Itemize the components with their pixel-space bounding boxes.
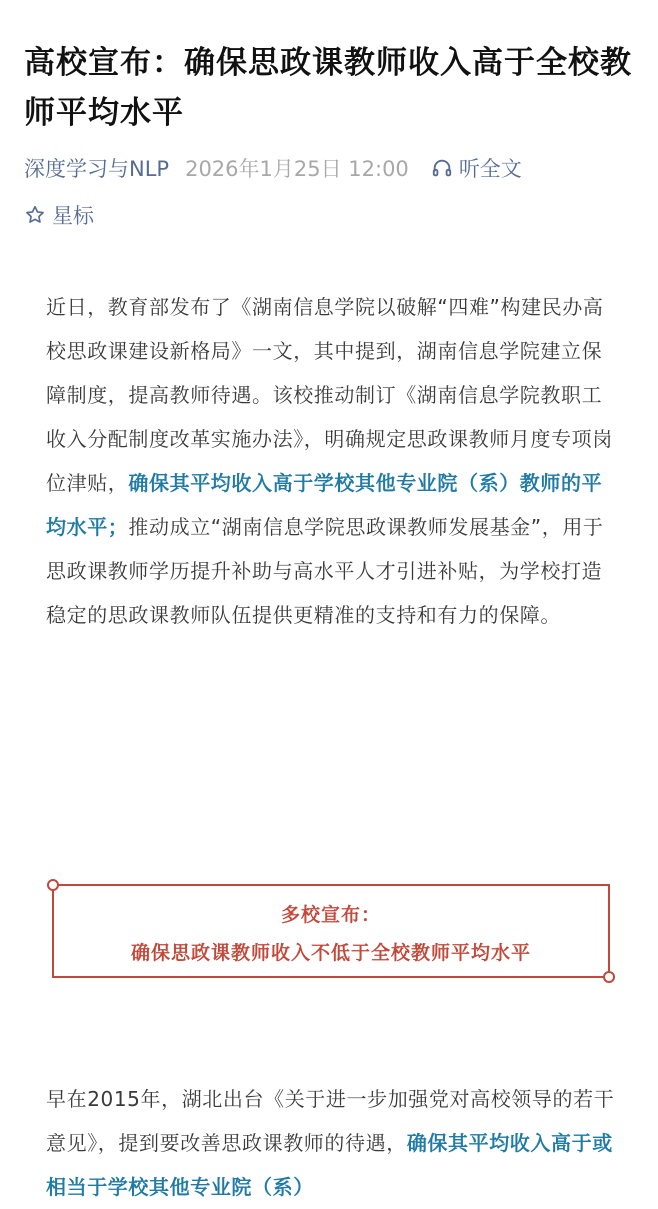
callout-subheading: 确保思政课教师收入不低于全校教师平均水平 <box>130 942 531 964</box>
para1-highlight: 确保其平均收入高于学校其他专业院（系）教师的平均水平； <box>46 471 603 539</box>
section-callout-box <box>52 884 610 978</box>
source-account-link[interactable]: 深度学习与NLP <box>24 157 170 181</box>
publish-date: 2026年1月25日 12:00 <box>185 157 409 181</box>
article-title: 高校宣布：确保思政课教师收入高于全校教师平均水平 <box>24 45 632 131</box>
callout-heading: 多校宣布： <box>280 904 381 926</box>
para2-highlight: 确保其平均收入高于或相当于学校其他专业院（系） <box>46 1131 613 1199</box>
para1-text-after: 推动成立“湖南信息学院思政课教师发展基金”，用于思政课教师学历提升补助与高水平人才引进补贴，为学校打造稳定的思政课教师队伍提供更精准的支持和有力的保障。 <box>46 515 604 627</box>
listen-button[interactable] <box>431 153 522 183</box>
body-paragraph-1 <box>46 285 622 637</box>
para2-text-before: 早在2015年，湖北出台《关于进一步加强党对高校领导的若干意见》，提到要改善思政课教师的待遇， <box>46 1087 615 1155</box>
article-meta <box>24 152 522 184</box>
para1-text-before: 近日，教育部发布了《湖南信息学院以破解“四难”构建民办高校思政课建设新格局》一文，其中提到，湖南信息学院建立保障制度，提高教师待遇。该校推动制订《湖南信息学院教职工收入分配制度改革实施办法》，明确规定思政课教师月度专项岗位津贴， <box>46 295 613 495</box>
star-button[interactable] <box>24 199 94 231</box>
star-outline-icon <box>24 204 46 226</box>
callout-corner-dot <box>47 879 59 891</box>
headphones-icon <box>431 157 453 179</box>
callout-corner-dot <box>603 971 615 983</box>
listen-label: 听全文 <box>458 157 522 181</box>
body-paragraph-2 <box>46 1077 622 1209</box>
star-label: 星标 <box>52 204 94 228</box>
